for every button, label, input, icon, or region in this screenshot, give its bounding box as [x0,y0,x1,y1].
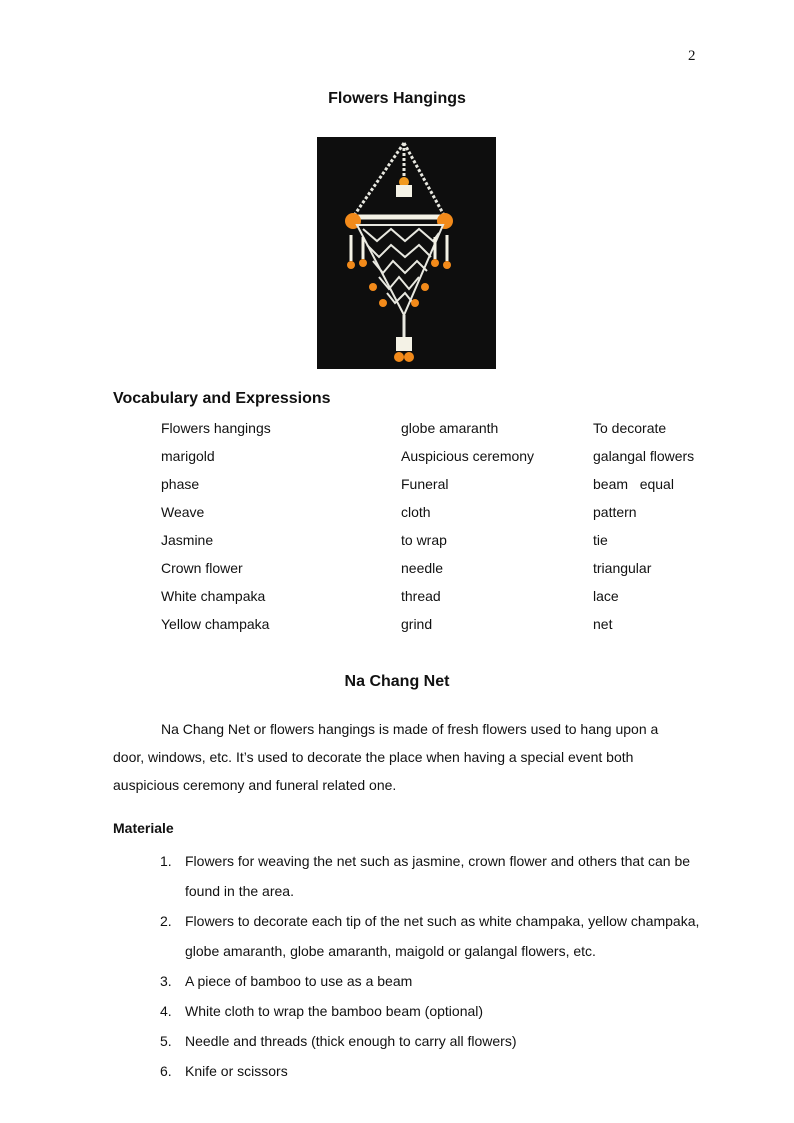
list-number: 4. [160,1003,172,1019]
vocab-term: Flowers hangings [161,420,271,436]
vocab-term: beam equal [593,476,674,492]
list-text: Flowers for weaving the net such as jasmine, crown flower and others that can be found in the area. [185,853,691,899]
list-item [160,846,720,906]
list-number: 2. [160,913,172,929]
vocab-term: Crown flower [161,560,243,576]
list-text: A piece of bamboo to use as a beam [185,973,413,989]
list-text: White cloth to wrap the bamboo beam (optional) [185,1003,484,1019]
flower-hanging-illustration [317,137,496,369]
list-number: 5. [160,1033,172,1049]
vocab-term: To decorate [593,420,667,436]
vocab-term: lace [593,588,619,604]
vocab-term: Jasmine [161,532,214,548]
list-number: 6. [160,1063,172,1079]
vocab-term: tie [593,532,608,548]
vocab-term: globe amaranth [401,420,499,436]
vocab-term: pattern [593,504,637,520]
flower-hanging-photo [317,137,496,369]
section-title: Na Chang Net [344,673,450,690]
list-text: Needle and threads (thick enough to carry all flowers) [185,1033,517,1049]
list-text: Knife or scissors [185,1063,288,1079]
list-number: 1. [160,853,172,869]
vocab-term: Weave [161,504,205,520]
list-item [160,1026,720,1056]
vocab-term: grind [401,616,433,632]
vocab-term: needle [401,560,444,576]
page-number: 2 [688,48,696,64]
list-number: 3. [160,973,172,989]
vocab-term: Auspicious ceremony [401,448,535,464]
list-item [160,996,720,1026]
section-paragraph: Na Chang Net or flowers hangings is made of fresh flowers used to hang upon a door, windows, etc. It’s used to decorate the place when having a special event both auspicious ceremony and funeral related one. [113,721,659,793]
list-item [160,966,720,996]
vocab-term: galangal flowers [593,448,695,464]
vocab-term: Funeral [401,476,449,492]
list-item [160,1056,720,1086]
vocab-term: to wrap [401,532,447,548]
materials-list [160,846,720,1086]
vocab-term: cloth [401,504,431,520]
vocab-term: White champaka [161,588,266,604]
list-item [160,906,720,966]
vocab-term: marigold [161,448,215,464]
materials-heading: Materiale [113,820,174,836]
vocabulary-heading: Vocabulary and Expressions [113,390,331,407]
vocab-term: thread [401,588,441,604]
vocab-term: Yellow champaka [161,616,270,632]
page-title: Flowers Hangings [328,90,466,107]
vocab-term: phase [161,476,200,492]
list-text: Flowers to decorate each tip of the net such as white champaka, yellow champaka, globe amaranth, globe amaranth, maigold or galangal flowers, etc. [185,913,700,959]
vocab-term: net [593,616,613,632]
vocab-term: triangular [593,560,652,576]
